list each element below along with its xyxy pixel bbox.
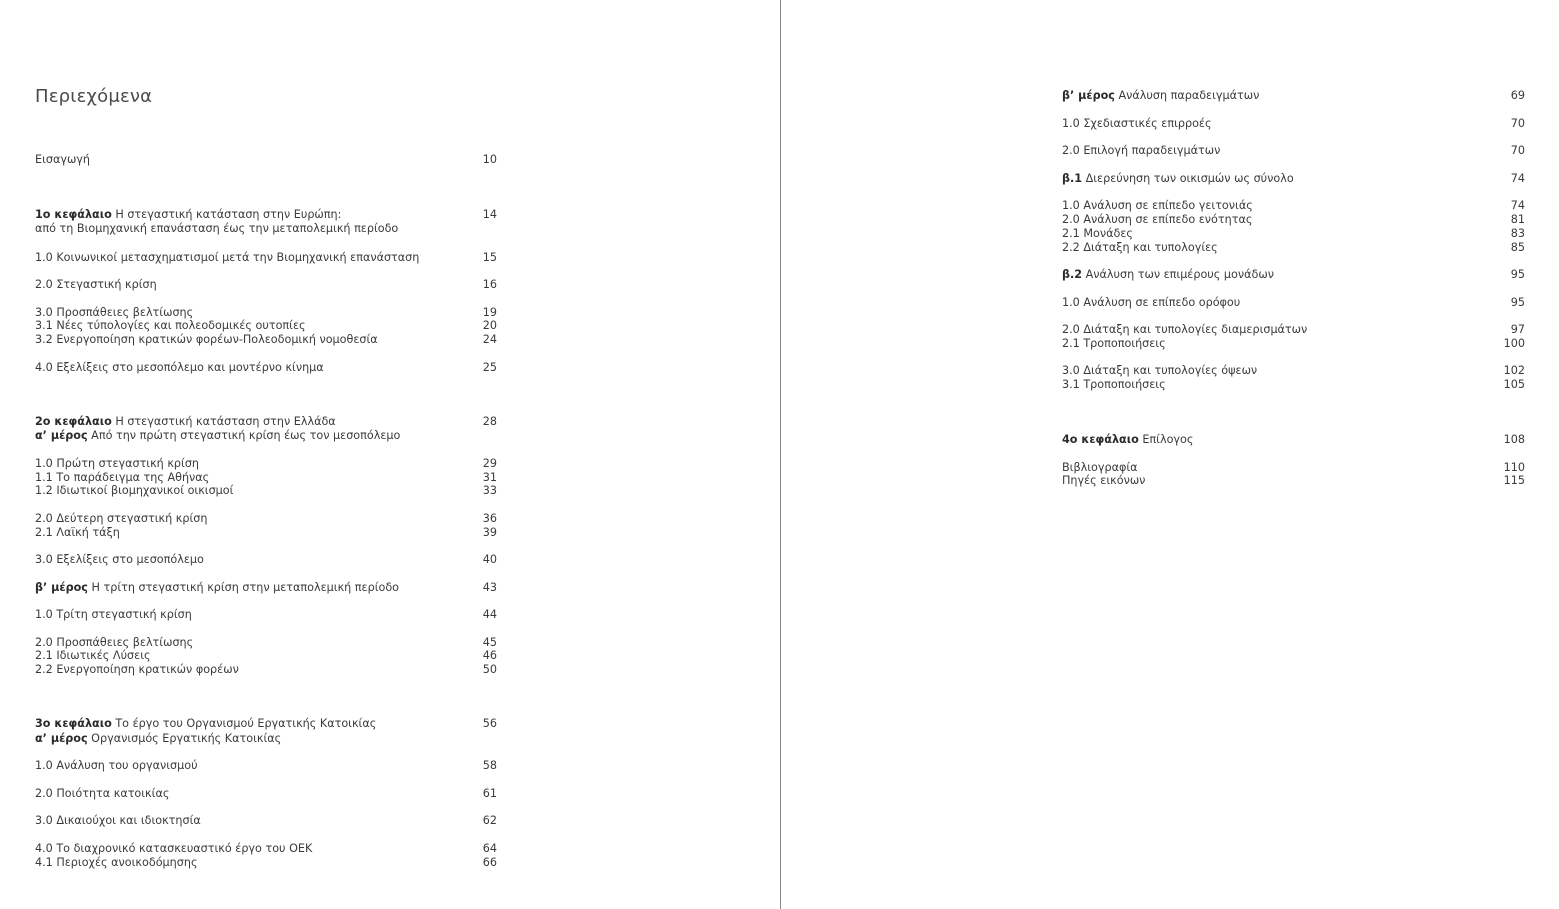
toc-page-number: 74 (1510, 172, 1525, 185)
toc-page-number: 16 (482, 278, 497, 291)
toc-entry-text: 2.0 Προσπάθειες βελτίωσης (35, 636, 194, 649)
toc-page-number: 115 (1503, 474, 1525, 487)
toc-entry-text: 2.1 Μονάδες (1062, 227, 1133, 240)
toc-page-number: 74 (1510, 199, 1525, 212)
toc-page-number: 39 (482, 526, 497, 539)
toc-page-number: 50 (482, 663, 497, 676)
toc-page-number: 58 (482, 759, 497, 772)
toc-entry (1062, 213, 1525, 227)
toc-entry-text: Επίλογος (1138, 433, 1194, 446)
toc-page-number: 28 (482, 415, 497, 428)
toc-entry-label (35, 581, 399, 595)
toc-page-number: 62 (482, 814, 497, 827)
toc-page-number: 70 (1510, 144, 1525, 157)
page-title: Περιεχόμενα (35, 86, 153, 107)
toc-page-number: 95 (1510, 296, 1525, 309)
toc-entry-label (1062, 433, 1193, 447)
toc-entry-text: Οργανισμός Εργατικής Κατοικίας (87, 732, 282, 745)
toc-entry (35, 842, 497, 856)
toc-entry-text: 1.2 Ιδιωτικοί βιομηχανικοί οικισμοί (35, 484, 234, 497)
toc-entry (1062, 227, 1525, 241)
toc-page-number: 15 (482, 251, 497, 264)
toc-entry-label (35, 222, 398, 236)
toc-entry-text: Ανάλυση παραδειγμάτων (1114, 89, 1260, 102)
toc-entry (35, 787, 497, 801)
toc-entry (1062, 364, 1525, 378)
toc-entry-label (35, 319, 306, 333)
toc-page-number: 108 (1503, 433, 1525, 446)
toc-page-number: 33 (482, 484, 497, 497)
toc-page-number: 25 (482, 361, 497, 374)
toc-entry (35, 526, 497, 540)
toc-entry (35, 319, 497, 333)
toc-page-number: 45 (482, 636, 497, 649)
toc-entry-label (35, 636, 193, 650)
toc-entry-heading: 2ο κεφάλαιο (35, 415, 112, 428)
toc-entry-label (35, 153, 90, 167)
toc-entry-label (1062, 461, 1138, 475)
toc-entry-text: 3.0 Διάταξη και τυπολογίες όψεων (1062, 364, 1258, 377)
toc-entry-label (1062, 364, 1257, 378)
toc-entry-text: 1.1 Το παράδειγμα της Αθήνας (35, 471, 210, 484)
toc-page-number: 83 (1510, 227, 1525, 240)
toc-entry-text: 2.0 Ποιότητα κατοικίας (35, 787, 170, 800)
toc-entry (35, 649, 497, 663)
toc-entry-label (35, 471, 209, 485)
toc-entry (1062, 296, 1525, 310)
toc-entry-label (1062, 144, 1220, 158)
toc-entry-text: Η στεγαστική κατάσταση στην Ελλάδα (111, 415, 336, 428)
toc-entry-text: 3.2 Ενεργοποίηση κρατικών φορέων-Πολεοδομική νομοθεσία (35, 333, 378, 346)
toc-entry-text: 2.0 Ανάλυση σε επίπεδο ενότητας (1062, 213, 1253, 226)
toc-page-number: 85 (1510, 241, 1525, 254)
toc-entry (35, 856, 497, 870)
toc-entry-text: 1.0 Κοινωνικοί μετασχηματισμοί μετά την Βιομηχανική επανάσταση (35, 251, 420, 264)
toc-entry-text: 1.0 Ανάλυση σε επίπεδο ορόφου (1062, 296, 1241, 309)
toc-entry-label (35, 608, 192, 622)
toc-entry-text: Διερεύνηση των οικισμών ως σύνολο (1082, 172, 1294, 185)
toc-entry-text: 2.1 Ιδιωτικές Λύσεις (35, 649, 151, 662)
toc-entry-label (1062, 213, 1252, 227)
toc-page-number: 110 (1503, 461, 1525, 474)
toc-entry-label (35, 278, 157, 292)
toc-entry (35, 333, 497, 347)
toc-page-number: 102 (1503, 364, 1525, 377)
toc-entry-heading: α’ μέρος (35, 429, 88, 442)
toc-entry (35, 278, 497, 292)
toc-page-number: 19 (482, 306, 497, 319)
toc-entry (1062, 378, 1525, 392)
toc-page-number: 61 (482, 787, 497, 800)
toc-entry-label (35, 512, 207, 526)
toc-entry (1062, 433, 1525, 447)
toc-entry-text: 1.0 Σχεδιαστικές επιρροές (1062, 117, 1212, 130)
toc-entry-label (1062, 117, 1212, 131)
toc-entry-text: 2.0 Επιλογή παραδειγμάτων (1062, 144, 1221, 157)
toc-entry (35, 553, 497, 567)
toc-page-number: 105 (1503, 378, 1525, 391)
toc-page-number: 44 (482, 608, 497, 621)
toc-entry-text: Εισαγωγή (35, 153, 91, 166)
toc-page-number: 40 (482, 553, 497, 566)
toc-entry-label (35, 208, 341, 222)
toc-entry (35, 814, 497, 828)
toc-entry (35, 732, 497, 746)
toc-entry-heading: 4ο κεφάλαιο (1062, 433, 1139, 446)
toc-entry-label (1062, 323, 1307, 337)
toc-entry-text: 3.0 Προσπάθειες βελτίωσης (35, 306, 194, 319)
toc-entry-heading: 3ο κεφάλαιο (35, 717, 112, 730)
toc-entry-heading: 1ο κεφάλαιο (35, 208, 112, 221)
toc-page-number: 36 (482, 512, 497, 525)
toc-entry-label (35, 526, 120, 540)
toc-entry (35, 636, 497, 650)
toc-entry-label (1062, 241, 1218, 255)
toc-entry-label (1062, 172, 1294, 186)
page-divider (780, 0, 781, 909)
toc-entry-label (35, 415, 336, 429)
toc-entry-label (35, 732, 281, 746)
toc-entry-label (35, 856, 198, 870)
toc-entry (1062, 268, 1525, 282)
toc-entry (35, 471, 497, 485)
toc-page-number: 14 (482, 208, 497, 221)
toc-entry (35, 717, 497, 731)
toc-entry-text: 2.0 Διάταξη και τυπολογίες διαμερισμάτων (1062, 323, 1308, 336)
toc-entry-text: Η στεγαστική κατάσταση στην Ευρώπη: (111, 208, 342, 221)
toc-entry (1062, 461, 1525, 475)
toc-page-number: 81 (1510, 213, 1525, 226)
toc-entry (35, 208, 497, 222)
toc-entry-label (35, 333, 378, 347)
toc-entry (35, 663, 497, 677)
toc-entry-text: 3.1 Τροποποιήσεις (1062, 378, 1166, 391)
toc-entry (35, 581, 497, 595)
toc-entry-label (35, 553, 204, 567)
toc-page-number: 56 (482, 717, 497, 730)
toc-entry-text: Πηγές εικόνων (1062, 474, 1146, 487)
toc-entry-heading: α’ μέρος (35, 732, 88, 745)
toc-page-number: 24 (482, 333, 497, 346)
toc-entry (1062, 172, 1525, 186)
toc-entry (1062, 241, 1525, 255)
toc-entry-text: 4.0 Το διαχρονικό κατασκευαστικό έργο του ΟΕΚ (35, 842, 313, 855)
toc-page-number: 31 (482, 471, 497, 484)
toc-entry-text: 1.0 Τρίτη στεγαστική κρίση (35, 608, 192, 621)
toc-entry (35, 222, 497, 236)
toc-entry-label (35, 484, 233, 498)
toc-entry-label (1062, 474, 1145, 488)
toc-page-number: 64 (482, 842, 497, 855)
toc-entry-label (1062, 378, 1166, 392)
toc-entry-text: 3.0 Δικαιούχοι και ιδιοκτησία (35, 814, 201, 827)
toc-entry (1062, 337, 1525, 351)
toc-entry-label (35, 251, 419, 265)
toc-entry-text: 2.0 Δεύτερη στεγαστική κρίση (35, 512, 208, 525)
toc-entry-label (35, 759, 198, 773)
toc-entry (1062, 117, 1525, 131)
toc-page-number: 20 (482, 319, 497, 332)
toc-page-number: 29 (482, 457, 497, 470)
toc-entry-text: Το έργο του Οργανισμού Εργατικής Κατοικίας (111, 717, 377, 730)
toc-entry-text: Βιβλιογραφία (1062, 461, 1138, 474)
toc-entry-text: από τη Βιομηχανική επανάσταση έως την μεταπολεμική περίοδο (35, 222, 399, 235)
toc-entry-text: 3.0 Εξελίξεις στο μεσοπόλεμο (35, 553, 204, 566)
toc-entry (1062, 474, 1525, 488)
toc-entry-text: 2.0 Στεγαστική κρίση (35, 278, 157, 291)
toc-entry-label (35, 306, 193, 320)
toc-page-number: 70 (1510, 117, 1525, 130)
toc-entry-heading: β’ μέρος (1062, 89, 1115, 102)
toc-entry-label (35, 814, 201, 828)
toc-page-number: 43 (482, 581, 497, 594)
toc-entry-label (1062, 337, 1166, 351)
toc-entry (35, 306, 497, 320)
toc-entry-text: Ανάλυση των επιμέρους μονάδων (1082, 268, 1274, 281)
toc-entry (35, 415, 497, 429)
toc-entry-label (35, 361, 324, 375)
toc-entry (35, 484, 497, 498)
toc-page-number: 100 (1503, 337, 1525, 350)
toc-entry (35, 608, 497, 622)
toc-entry-heading: β’ μέρος (35, 581, 88, 594)
toc-entry (1062, 89, 1525, 103)
toc-entry (35, 759, 497, 773)
toc-entry-label (35, 649, 151, 663)
toc-page-number: 95 (1510, 268, 1525, 281)
toc-entry-text: 4.0 Εξελίξεις στο μεσοπόλεμο και μοντέρνο κίνημα (35, 361, 324, 374)
toc-page-number: 69 (1510, 89, 1525, 102)
toc-entry-label (35, 429, 400, 443)
toc-entry (35, 457, 497, 471)
toc-entry-label (1062, 268, 1274, 282)
toc-entry (1062, 323, 1525, 337)
toc-entry-label (35, 717, 376, 731)
toc-entry-label (1062, 227, 1133, 241)
toc-entry (35, 251, 497, 265)
toc-entry-label (35, 842, 312, 856)
toc-page-number: 97 (1510, 323, 1525, 336)
toc-entry (35, 429, 497, 443)
toc-entry-label (35, 787, 169, 801)
toc-entry-heading: β.1 (1062, 172, 1083, 185)
toc-entry (35, 512, 497, 526)
toc-entry-text: 2.2 Ενεργοποίηση κρατικών φορέων (35, 663, 239, 676)
toc-entry-label (35, 663, 239, 677)
toc-entry (1062, 199, 1525, 213)
toc-entry (35, 153, 497, 167)
toc-entry-text: Η τρίτη στεγαστική κρίση στην μεταπολεμική περίοδο (87, 581, 400, 594)
toc-page-number: 10 (482, 153, 497, 166)
toc-entry-text: 2.2 Διάταξη και τυπολογίες (1062, 241, 1218, 254)
toc-entry-text: 1.0 Πρώτη στεγαστική κρίση (35, 457, 199, 470)
toc-entry-text: 3.1 Νέες τύπολογίες και πολεοδομικές ουτοπίες (35, 319, 306, 332)
toc-entry-heading: β.2 (1062, 268, 1083, 281)
toc-entry-text: 4.1 Περιοχές ανοικοδόμησης (35, 856, 198, 869)
toc-entry-text: 2.1 Τροποποιήσεις (1062, 337, 1166, 350)
toc-page-number: 46 (482, 649, 497, 662)
toc-page-number: 66 (482, 856, 497, 869)
toc-entry (35, 361, 497, 375)
toc-entry-text: 1.0 Ανάλυση του οργανισμού (35, 759, 198, 772)
toc-entry-text: 1.0 Ανάλυση σε επίπεδο γειτονιάς (1062, 199, 1253, 212)
toc-entry-label (1062, 89, 1259, 103)
toc-entry-label (35, 457, 199, 471)
toc-entry (1062, 144, 1525, 158)
toc-entry-label (1062, 199, 1253, 213)
toc-entry-label (1062, 296, 1240, 310)
toc-entry-text: Από την πρώτη στεγαστική κρίση έως τον μεσοπόλεμο (87, 429, 401, 442)
toc-entry-text: 2.1 Λαϊκή τάξη (35, 526, 120, 539)
